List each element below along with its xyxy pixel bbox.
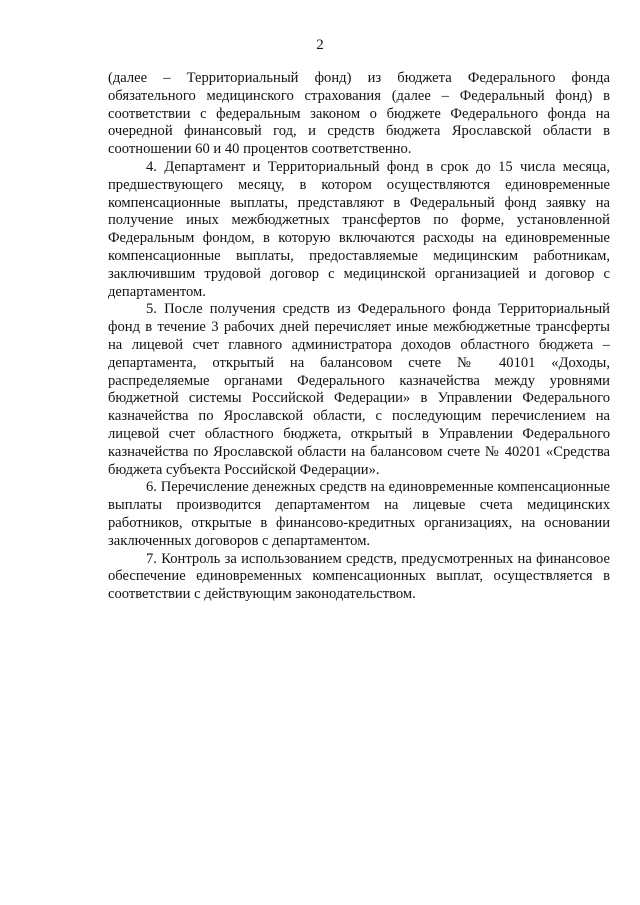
paragraph-item-7: 7. Контроль за использованием средств, предусмотренных на финансовое обеспечение единовременных компенсационных выплат, осуществляется в соответствии с действующим законодательством. <box>108 550 610 603</box>
paragraph-continuation: (далее – Территориальный фонд) из бюджета Федерального фонда обязательного медицинского страхования (далее – Федеральный фонд) в соответствии с федеральным законом о бюджете Федерального фонда на очередной финансовый год, и средств бюджета Ярославской области в соотношении 60 и 40 процентов соответственно. <box>108 70 610 158</box>
paragraph-item-5: 5. После получения средств из Федерального фонда Территориальный фонд в течение 3 рабочих дней перечисляет иные межбюджетные трансферты на лицевой счет главного администратора доходов областного бюджета – департамента, открытый на балансовом счете № 40101 «Доходы, распределяемые органами Федерального казначейства между уровнями бюджетной системы Российской Федерации» в Управлении Федерального казначейства по Ярославской области, с последующим перечислением на лицевой счет областного бюджета, открытый в Управлении Федерального казначейства по Ярославской области на балансовом счете № 40201 «Средства бюджета субъекта Российской Федерации». <box>108 301 610 478</box>
paragraph-item-6: 6. Перечисление денежных средств на единовременные компенсационные выплаты производится департаментом на лицевые счета медицинских работников, открытые в финансово-кредитных организациях, на основании заключенных договоров с департаментом. <box>108 479 610 549</box>
document-body <box>108 70 610 604</box>
paragraph-item-4: 4. Департамент и Территориальный фонд в срок до 15 числа месяца, предшествующего месяцу, в котором осуществляются единовременные компенсационные выплаты, представляют в Федеральный фонд заявку на получение иных межбюджетных трансфертов по форме, установленной Федеральным фондом, в которую включаются расходы на единовременные компенсационные выплаты, предоставляемые медицинским работникам, заключившим трудовой договор с медицинской организацией и договор с департаментом. <box>108 158 610 300</box>
page-number: 2 <box>316 37 324 53</box>
